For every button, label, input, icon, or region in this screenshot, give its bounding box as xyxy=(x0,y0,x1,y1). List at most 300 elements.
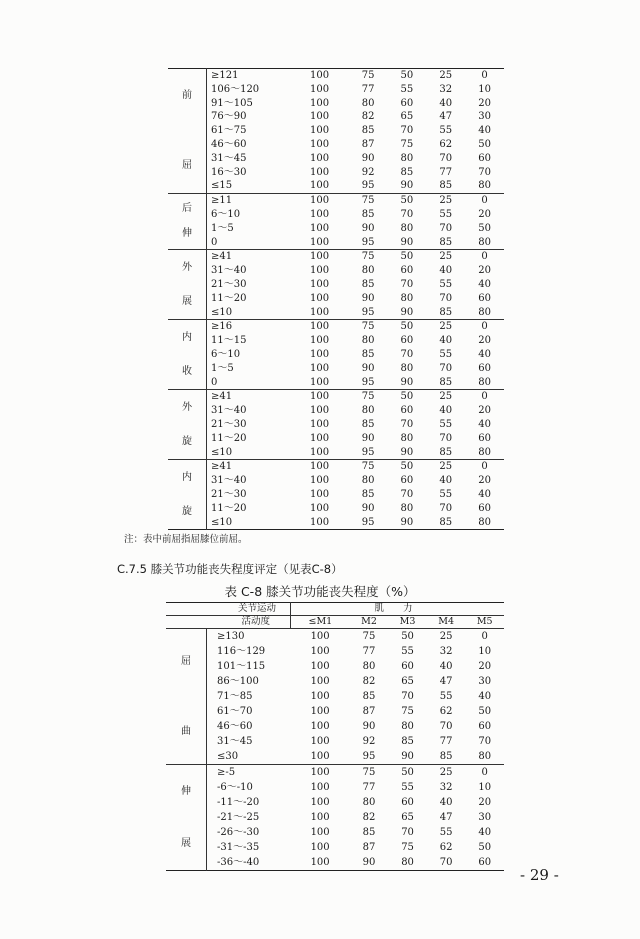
value-cell: 60 xyxy=(400,475,414,487)
value-cell: 92 xyxy=(361,166,375,178)
value-cell: 40 xyxy=(439,97,453,109)
value-cell: 100 xyxy=(310,432,330,444)
group-label-char: 前 xyxy=(182,90,192,102)
header-line-1: 关节运动 xyxy=(237,603,276,614)
value-cell: 40 xyxy=(478,125,491,137)
value-cell: 75 xyxy=(401,842,414,853)
group-label-char: 收 xyxy=(182,365,192,377)
range-cell: -36～-40 xyxy=(217,857,260,868)
value-cell: 85 xyxy=(362,691,376,702)
value-cell: 87 xyxy=(362,706,376,717)
value-cell: 75 xyxy=(349,320,388,334)
range-cell: ≤10 xyxy=(211,306,233,318)
group-label-char: 屈 xyxy=(182,160,192,172)
table-row xyxy=(168,166,504,180)
value-cell: 20 xyxy=(478,265,491,277)
range-cell: 91～105 xyxy=(211,97,253,109)
value-cell: 75 xyxy=(400,138,414,150)
value-cell: 80 xyxy=(361,265,375,277)
table-row xyxy=(168,194,504,208)
table-row xyxy=(168,110,504,124)
value-cell: 40 xyxy=(478,827,492,838)
table-row xyxy=(166,719,504,734)
table-caption: 表 C-8 膝关节功能丧失程度（%） xyxy=(224,584,416,599)
range-cell: ≥121 xyxy=(211,70,239,81)
value-cell: 62 xyxy=(439,138,453,150)
value-cell: 65 xyxy=(400,111,414,123)
range-cell: -6～-10 xyxy=(217,782,253,793)
value-cell: 90 xyxy=(362,721,376,732)
range-cell: 31～45 xyxy=(217,736,253,747)
value-cell: 40 xyxy=(478,278,491,290)
value-cell: 60 xyxy=(478,362,491,374)
table-row xyxy=(168,97,504,111)
value-cell: 80 xyxy=(400,432,414,444)
value-cell: 85 xyxy=(361,208,375,220)
value-cell: 50 xyxy=(388,390,427,404)
table-row xyxy=(168,446,504,460)
value-cell: 55 xyxy=(439,125,453,137)
value-cell: 60 xyxy=(478,502,491,514)
value-cell: 70 xyxy=(400,125,414,137)
value-cell: 47 xyxy=(439,812,453,823)
value-cell: 40 xyxy=(439,661,453,672)
value-cell: 85 xyxy=(361,125,375,137)
range-cell: 116～129 xyxy=(217,646,266,657)
value-cell: 55 xyxy=(439,827,453,838)
value-cell: 80 xyxy=(478,236,491,248)
value-cell: 0 xyxy=(465,765,504,781)
value-cell: 80 xyxy=(361,335,375,347)
group-label-char: 伸 xyxy=(182,228,192,240)
value-cell: 65 xyxy=(401,676,414,687)
value-cell: 70 xyxy=(400,488,414,500)
group-label-char: 内 xyxy=(182,331,192,343)
range-cell: 31～40 xyxy=(211,405,247,417)
col-header: M3 xyxy=(388,616,427,629)
range-cell: -26～-30 xyxy=(217,827,260,838)
value-cell: 50 xyxy=(478,842,492,853)
value-cell: 87 xyxy=(361,138,375,150)
value-cell: 30 xyxy=(478,111,491,123)
value-cell: 60 xyxy=(400,97,414,109)
value-cell: 20 xyxy=(478,208,491,220)
value-cell: 0 xyxy=(465,250,504,264)
value-cell: 95 xyxy=(361,180,375,192)
value-cell: 90 xyxy=(361,222,375,234)
table-row xyxy=(168,179,504,193)
value-cell: 100 xyxy=(310,475,330,487)
value-cell: 100 xyxy=(310,446,330,458)
value-cell: 25 xyxy=(426,320,465,334)
value-cell: 85 xyxy=(361,278,375,290)
table-row xyxy=(166,855,504,871)
value-cell: 100 xyxy=(310,842,330,853)
value-cell: 20 xyxy=(478,405,491,417)
value-cell: 85 xyxy=(439,446,453,458)
table-row xyxy=(166,734,504,749)
value-cell: 95 xyxy=(362,751,376,762)
value-cell: 50 xyxy=(388,250,427,264)
table-row xyxy=(168,334,504,348)
value-cell: 100 xyxy=(310,827,330,838)
range-cell: 11～15 xyxy=(211,335,247,347)
range-cell: 16～30 xyxy=(211,166,247,178)
table-row xyxy=(168,138,504,152)
group-label-char: 屈 xyxy=(181,655,191,667)
value-cell: 70 xyxy=(400,418,414,430)
value-cell: 100 xyxy=(310,488,330,500)
value-cell: 80 xyxy=(362,797,376,808)
group-label-char: 内 xyxy=(182,471,192,483)
table-row xyxy=(168,474,504,488)
table-row xyxy=(168,208,504,222)
value-cell: 60 xyxy=(400,405,414,417)
value-cell: 10 xyxy=(478,782,492,793)
table-row xyxy=(168,432,504,446)
value-cell: 77 xyxy=(361,83,375,95)
motion-group-label xyxy=(168,250,207,320)
range-cell: 31～40 xyxy=(211,475,247,487)
section-heading: C.7.5 膝关节功能丧失程度评定（见表C-8） xyxy=(117,562,343,576)
value-cell: 100 xyxy=(310,676,330,687)
group-label-char: 外 xyxy=(182,401,192,413)
table-row xyxy=(166,840,504,855)
value-cell: 80 xyxy=(361,475,375,487)
value-cell: 50 xyxy=(400,70,414,81)
value-cell: 100 xyxy=(310,265,330,277)
value-cell: 40 xyxy=(439,475,453,487)
value-cell: 100 xyxy=(310,516,330,528)
range-cell: 0 xyxy=(211,236,218,248)
range-cell: 11～20 xyxy=(211,502,247,514)
hip-function-loss-table-continued xyxy=(168,68,504,530)
value-cell: 77 xyxy=(439,166,453,178)
motion-group-label xyxy=(168,69,207,194)
range-cell: 61～70 xyxy=(217,706,253,717)
motion-group-label xyxy=(166,629,207,765)
value-cell: 100 xyxy=(310,180,330,192)
value-cell: 75 xyxy=(401,706,414,717)
table-row xyxy=(166,810,504,825)
value-cell: 70 xyxy=(401,827,414,838)
table-row xyxy=(166,659,504,674)
value-cell: 50 xyxy=(388,460,427,474)
value-cell: 100 xyxy=(310,736,330,747)
value-cell: 20 xyxy=(478,475,491,487)
muscle-strength-header: 肌 力 xyxy=(291,603,505,616)
col-header: M2 xyxy=(350,616,389,629)
value-cell: 25 xyxy=(426,460,465,474)
header-row-2 xyxy=(166,616,504,629)
value-cell: 95 xyxy=(361,376,375,388)
value-cell: 80 xyxy=(362,661,376,672)
value-cell: 82 xyxy=(362,812,376,823)
group-label-char: 展 xyxy=(182,295,192,307)
value-cell: 10 xyxy=(478,646,492,657)
value-cell: 20 xyxy=(478,335,491,347)
value-cell: 100 xyxy=(310,405,330,417)
value-cell: 50 xyxy=(388,194,427,208)
range-cell: 21～30 xyxy=(211,418,247,430)
table-row xyxy=(168,362,504,376)
group-label-char: 后 xyxy=(182,203,192,215)
value-cell: 100 xyxy=(291,765,350,781)
value-cell: 77 xyxy=(362,782,376,793)
range-cell: ≥11 xyxy=(207,194,291,208)
col-header: ≤M1 xyxy=(291,616,350,629)
value-cell: 70 xyxy=(400,208,414,220)
table-row xyxy=(168,390,504,404)
value-cell: 55 xyxy=(401,646,414,657)
value-cell: 80 xyxy=(478,376,491,388)
table-row xyxy=(166,765,504,781)
value-cell: 77 xyxy=(439,736,453,747)
value-cell: 70 xyxy=(439,362,453,374)
value-cell: 70 xyxy=(478,736,492,747)
value-cell: 80 xyxy=(361,405,375,417)
value-cell: 100 xyxy=(310,812,330,823)
value-cell: 95 xyxy=(361,516,375,528)
value-cell: 85 xyxy=(439,236,453,248)
value-cell: 75 xyxy=(362,631,376,642)
value-cell: 70 xyxy=(478,166,491,178)
value-cell: 60 xyxy=(400,265,414,277)
value-cell: 90 xyxy=(361,362,375,374)
value-cell: 50 xyxy=(478,138,491,150)
table-row xyxy=(168,278,504,292)
value-cell: 60 xyxy=(478,432,491,444)
value-cell: 90 xyxy=(401,751,414,762)
range-cell: 106～120 xyxy=(211,83,260,95)
value-cell: 75 xyxy=(349,460,388,474)
value-cell: 90 xyxy=(361,292,375,304)
value-cell: 92 xyxy=(362,736,376,747)
table-row xyxy=(168,124,504,138)
value-cell: 70 xyxy=(400,278,414,290)
value-cell: 100 xyxy=(310,348,330,360)
header-line-2: 活动度 xyxy=(241,616,270,627)
value-cell: 50 xyxy=(388,765,427,781)
table-row xyxy=(168,516,504,530)
table-row xyxy=(166,644,504,659)
value-cell: 100 xyxy=(310,782,330,793)
value-cell: 75 xyxy=(361,70,375,81)
value-cell: 100 xyxy=(310,111,330,123)
value-cell: 75 xyxy=(350,765,389,781)
value-cell: 100 xyxy=(310,502,330,514)
value-cell: 70 xyxy=(400,348,414,360)
range-cell: 6～10 xyxy=(211,348,241,360)
value-cell: 40 xyxy=(439,797,453,808)
value-cell: 100 xyxy=(310,125,330,137)
value-cell: 85 xyxy=(439,376,453,388)
value-cell: 10 xyxy=(478,83,491,95)
table-row xyxy=(166,749,504,765)
table-row xyxy=(166,689,504,704)
table-row xyxy=(168,404,504,418)
value-cell: 40 xyxy=(478,488,491,500)
value-cell: 100 xyxy=(310,691,330,702)
value-cell: 90 xyxy=(361,502,375,514)
value-cell: 60 xyxy=(401,661,414,672)
motion-group-label xyxy=(168,460,207,530)
value-cell: 85 xyxy=(439,516,453,528)
value-cell: 85 xyxy=(400,166,414,178)
value-cell: 100 xyxy=(310,83,330,95)
range-cell: 11～20 xyxy=(211,292,247,304)
value-cell: 65 xyxy=(401,812,414,823)
value-cell: 25 xyxy=(439,70,453,81)
value-cell: 62 xyxy=(439,706,453,717)
value-cell: 40 xyxy=(478,691,492,702)
value-cell: 25 xyxy=(426,390,465,404)
value-cell: 100 xyxy=(310,335,330,347)
value-cell: 20 xyxy=(478,661,492,672)
value-cell: 32 xyxy=(439,646,453,657)
value-cell: 90 xyxy=(400,446,414,458)
value-cell: 0 xyxy=(465,460,504,474)
value-cell: 90 xyxy=(400,180,414,192)
value-cell: 70 xyxy=(401,691,414,702)
value-cell: 87 xyxy=(362,842,376,853)
value-cell: 100 xyxy=(310,751,330,762)
table-row xyxy=(168,502,504,516)
value-cell: 80 xyxy=(400,292,414,304)
motion-group-label xyxy=(168,390,207,460)
value-cell: 100 xyxy=(310,631,330,642)
value-cell: 95 xyxy=(361,306,375,318)
table-row xyxy=(166,825,504,840)
knee-function-loss-table xyxy=(166,602,504,871)
value-cell: 100 xyxy=(310,278,330,290)
value-cell: 100 xyxy=(291,460,349,474)
value-cell: 75 xyxy=(349,390,388,404)
table-row xyxy=(168,292,504,306)
value-cell: 0 xyxy=(481,70,488,81)
value-cell: 32 xyxy=(439,83,453,95)
value-cell: 100 xyxy=(310,721,330,732)
value-cell: 100 xyxy=(310,138,330,150)
value-cell: 20 xyxy=(478,97,491,109)
range-cell: 6～10 xyxy=(211,208,241,220)
table-row xyxy=(168,83,504,97)
value-cell: 100 xyxy=(310,376,330,388)
value-cell: 25 xyxy=(427,765,466,781)
header-row-1 xyxy=(166,603,504,616)
value-cell: 55 xyxy=(400,83,414,95)
motion-group-label xyxy=(168,194,207,250)
table-row xyxy=(168,306,504,320)
value-cell: 82 xyxy=(362,676,376,687)
range-cell: 46～60 xyxy=(217,721,253,732)
range-cell: 101～115 xyxy=(217,661,266,672)
value-cell: 85 xyxy=(362,827,376,838)
value-cell: 80 xyxy=(400,502,414,514)
group-label-char: 外 xyxy=(182,261,192,273)
value-cell: 100 xyxy=(310,152,330,164)
value-cell: 100 xyxy=(291,320,349,334)
value-cell: 50 xyxy=(478,222,491,234)
motion-group-label xyxy=(166,765,207,871)
range-cell: -11～-20 xyxy=(217,797,260,808)
value-cell: 60 xyxy=(478,152,491,164)
range-cell: ≤10 xyxy=(211,516,233,528)
range-cell: ≥41 xyxy=(207,390,291,404)
value-cell: 60 xyxy=(478,721,492,732)
table-row xyxy=(168,152,504,166)
range-cell: ≤10 xyxy=(211,446,233,458)
value-cell: 25 xyxy=(426,194,465,208)
value-cell: 82 xyxy=(361,111,375,123)
range-cell: ≥41 xyxy=(207,460,291,474)
value-cell: 80 xyxy=(400,362,414,374)
range-cell: 31～45 xyxy=(211,152,247,164)
value-cell: 80 xyxy=(400,152,414,164)
value-cell: 80 xyxy=(478,180,491,192)
value-cell: 80 xyxy=(478,751,492,762)
value-cell: 40 xyxy=(439,335,453,347)
value-cell: 80 xyxy=(400,222,414,234)
value-cell: 90 xyxy=(400,306,414,318)
value-cell: 90 xyxy=(361,152,375,164)
value-cell: 40 xyxy=(478,348,491,360)
table-row xyxy=(166,704,504,719)
value-cell: 60 xyxy=(400,335,414,347)
table-row xyxy=(168,376,504,390)
value-cell: 100 xyxy=(310,646,330,657)
value-cell: 100 xyxy=(310,418,330,430)
joint-motion-header xyxy=(166,603,291,616)
range-cell: 0 xyxy=(211,376,218,388)
table-row xyxy=(168,348,504,362)
table-row xyxy=(166,780,504,795)
value-cell: 95 xyxy=(361,236,375,248)
group-label-char: 旋 xyxy=(182,435,192,447)
value-cell: 77 xyxy=(362,646,376,657)
range-cell: -21～-25 xyxy=(217,812,260,823)
value-cell: 75 xyxy=(349,194,388,208)
value-cell: 90 xyxy=(400,516,414,528)
value-cell: 70 xyxy=(439,502,453,514)
value-cell: 85 xyxy=(361,488,375,500)
value-cell: 100 xyxy=(310,166,330,178)
value-cell: 90 xyxy=(400,376,414,388)
value-cell: 25 xyxy=(439,631,453,642)
range-cell: 31～40 xyxy=(211,265,247,277)
value-cell: 80 xyxy=(478,516,491,528)
value-cell: 60 xyxy=(478,857,492,868)
value-cell: 20 xyxy=(478,797,492,808)
value-cell: 100 xyxy=(310,222,330,234)
value-cell: 100 xyxy=(310,208,330,220)
value-cell: 70 xyxy=(439,222,453,234)
col-header: M4 xyxy=(427,616,466,629)
value-cell: 50 xyxy=(401,631,414,642)
value-cell: 100 xyxy=(310,236,330,248)
value-cell: 30 xyxy=(478,812,492,823)
value-cell: 0 xyxy=(465,390,504,404)
range-cell: 76～90 xyxy=(211,111,247,123)
value-cell: 40 xyxy=(478,418,491,430)
range-cell: ≥130 xyxy=(217,631,245,642)
value-cell: 47 xyxy=(439,676,453,687)
value-cell: 40 xyxy=(439,265,453,277)
value-cell: 100 xyxy=(310,306,330,318)
value-cell: 40 xyxy=(439,405,453,417)
value-cell: 100 xyxy=(310,661,330,672)
table-row xyxy=(168,488,504,502)
